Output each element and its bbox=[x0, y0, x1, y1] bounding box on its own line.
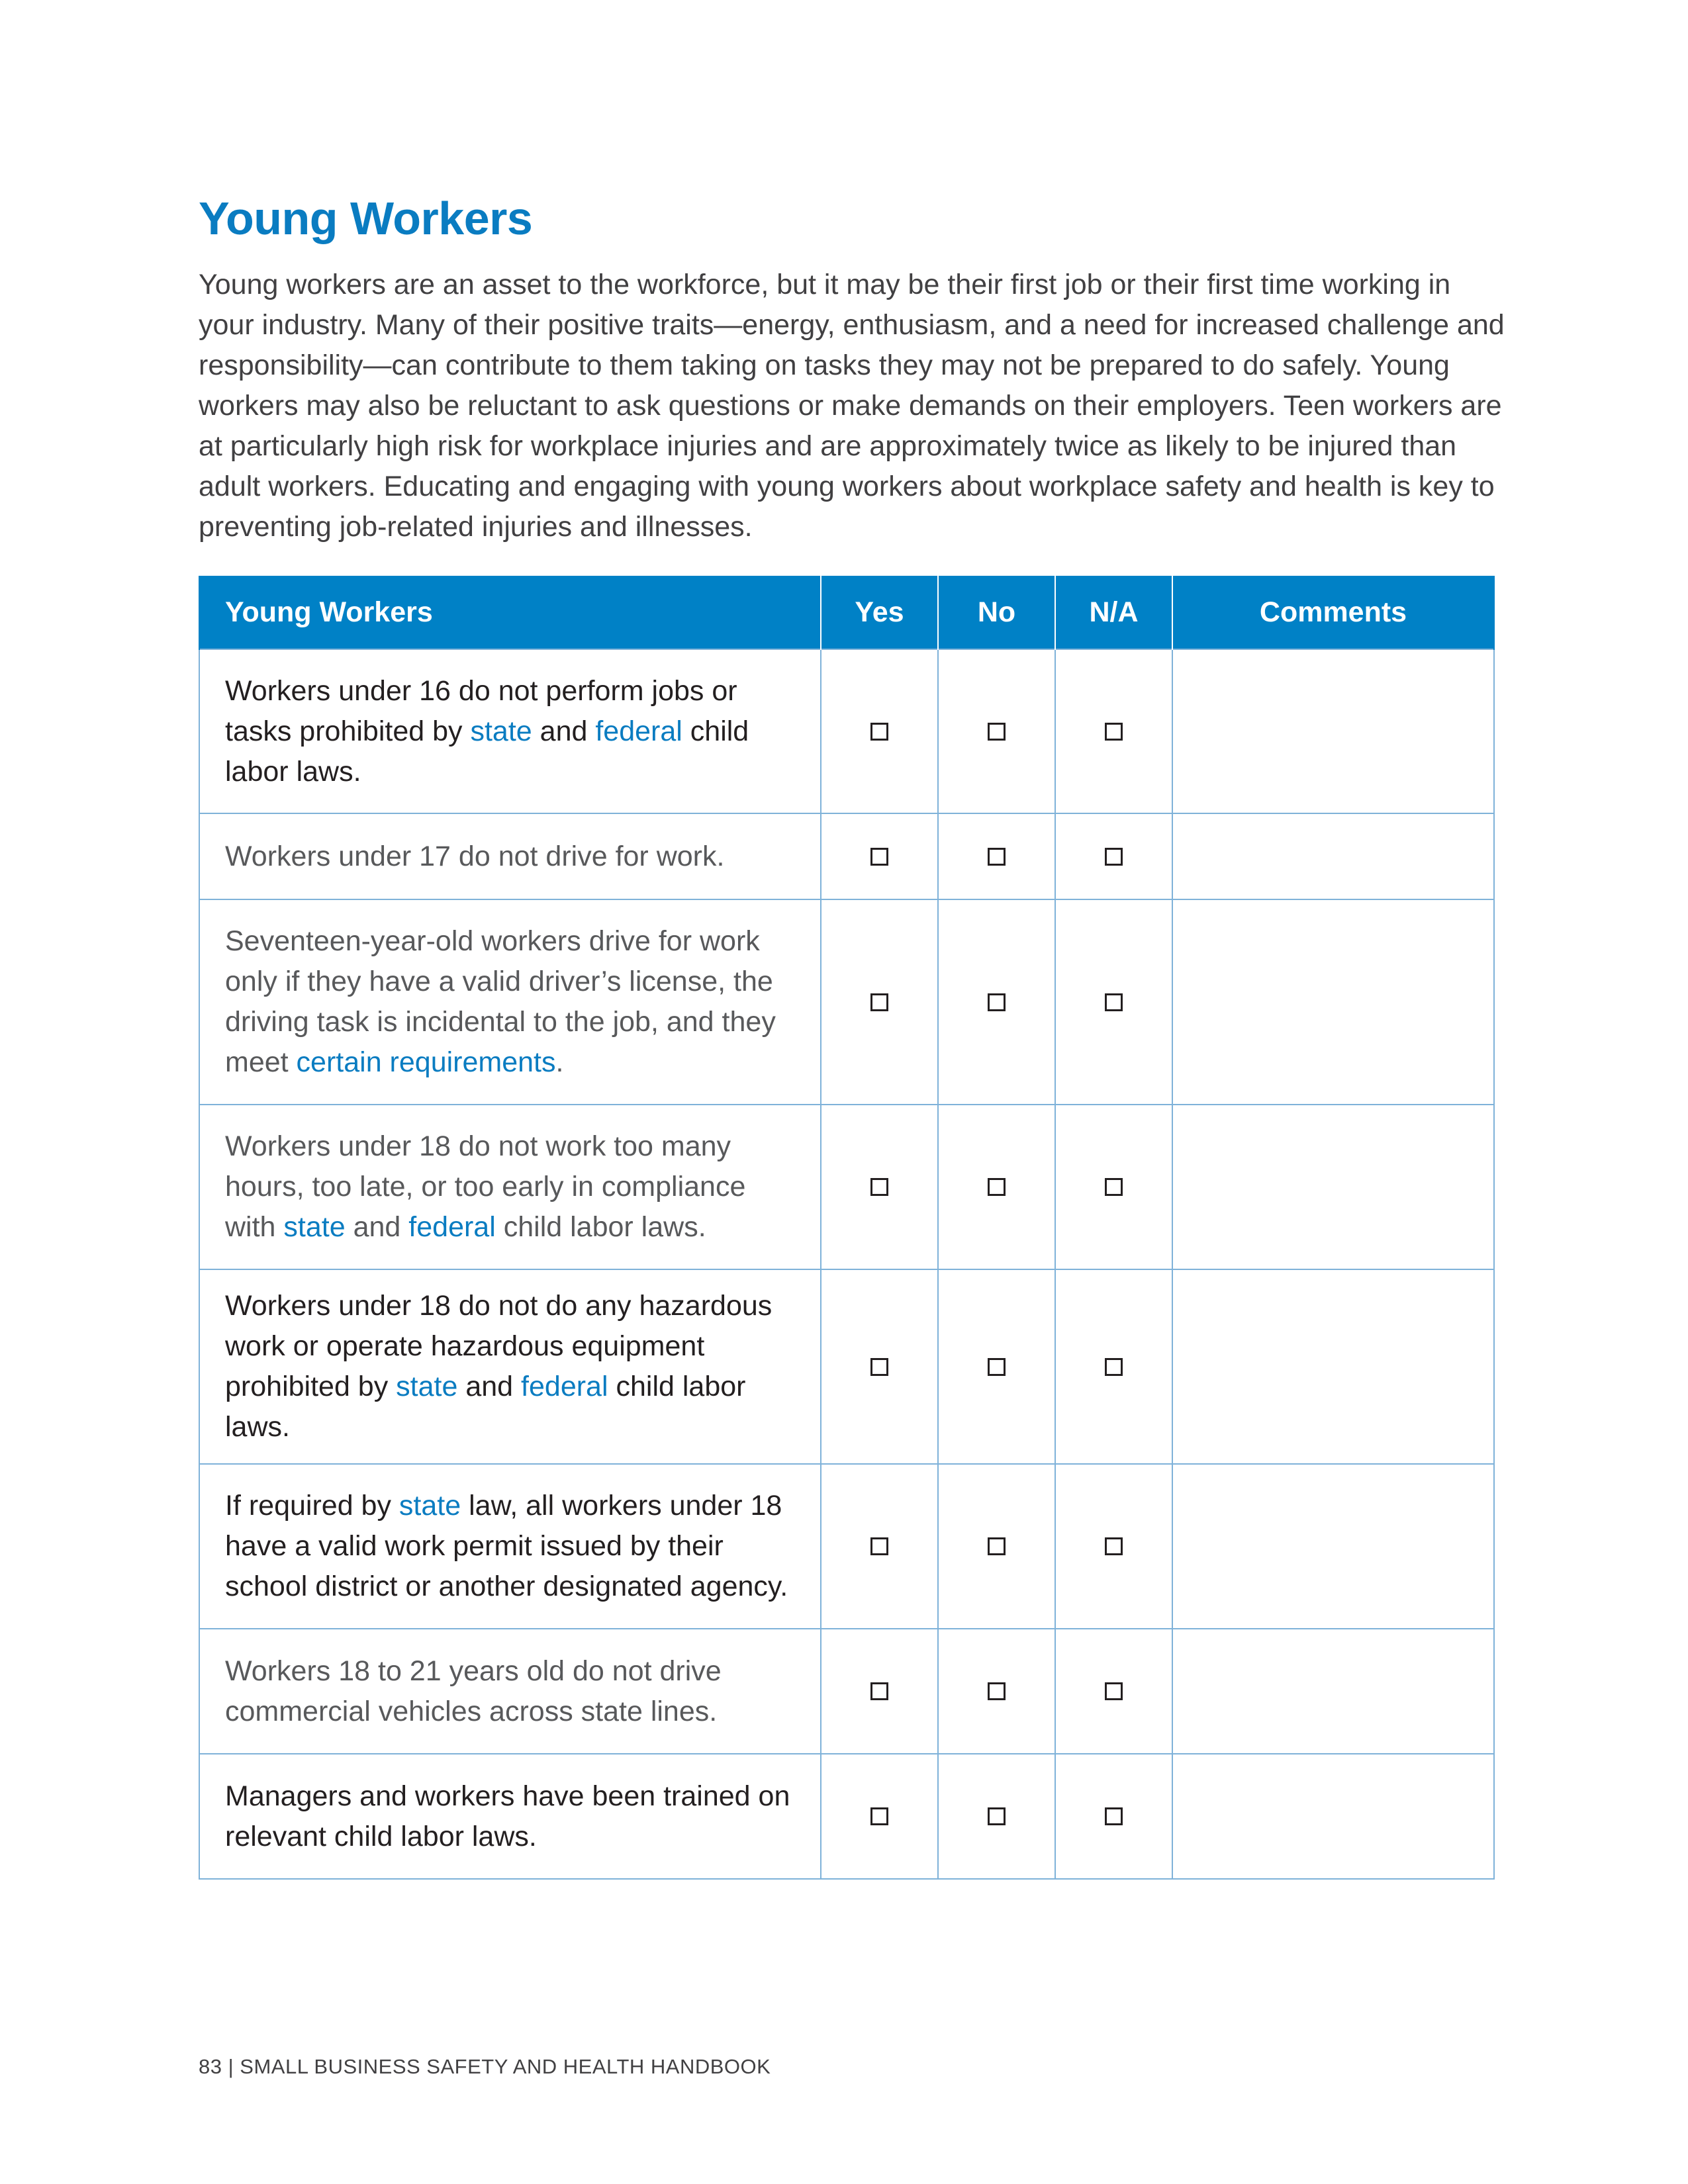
state-law-link[interactable]: state bbox=[399, 1490, 461, 1522]
no-cell bbox=[938, 649, 1055, 813]
no-cell bbox=[938, 899, 1055, 1105]
na-cell bbox=[1055, 1464, 1172, 1629]
yes-checkbox[interactable] bbox=[870, 1358, 888, 1376]
no-cell bbox=[938, 813, 1055, 899]
column-header-yes: Yes bbox=[821, 576, 938, 649]
state-law-link[interactable]: state bbox=[283, 1211, 346, 1243]
page-title: Young Workers bbox=[199, 193, 533, 244]
no-checkbox[interactable] bbox=[988, 848, 1006, 866]
checklist-item-text: Workers under 17 do not drive for work. bbox=[199, 813, 821, 899]
page-footer bbox=[199, 2055, 771, 2079]
na-checkbox[interactable] bbox=[1105, 723, 1123, 741]
na-cell bbox=[1055, 1269, 1172, 1464]
comments-cell[interactable] bbox=[1172, 1464, 1494, 1629]
no-checkbox[interactable] bbox=[988, 723, 1006, 741]
na-cell bbox=[1055, 649, 1172, 813]
na-checkbox[interactable] bbox=[1105, 1358, 1123, 1376]
book-title: SMALL BUSINESS SAFETY AND HEALTH HANDBOOK bbox=[240, 2055, 771, 2078]
na-checkbox[interactable] bbox=[1105, 1537, 1123, 1555]
no-checkbox[interactable] bbox=[988, 1537, 1006, 1555]
table-row bbox=[199, 1269, 1494, 1464]
checklist-item-text: If required by state law, all workers under 18 have a valid work permit issued by their school district or another designated agency. bbox=[199, 1464, 821, 1629]
no-cell bbox=[938, 1754, 1055, 1879]
young-workers-checklist bbox=[199, 576, 1495, 1880]
column-header-no: No bbox=[938, 576, 1055, 649]
state-law-link[interactable]: state bbox=[470, 715, 532, 747]
footer-separator: | bbox=[228, 2055, 234, 2078]
comments-cell[interactable] bbox=[1172, 1105, 1494, 1269]
yes-cell bbox=[821, 1269, 938, 1464]
no-checkbox[interactable] bbox=[988, 1178, 1006, 1196]
yes-cell bbox=[821, 1629, 938, 1754]
column-header-item: Young Workers bbox=[199, 576, 821, 649]
na-cell bbox=[1055, 899, 1172, 1105]
checklist-item-text: Seventeen-year-old workers drive for work only if they have a valid driver’s license, the driving task is incidental to the job, and they meet certain requirements. bbox=[199, 899, 821, 1105]
na-cell bbox=[1055, 1105, 1172, 1269]
comments-cell[interactable] bbox=[1172, 1629, 1494, 1754]
checklist-item-text: Workers under 16 do not perform jobs or tasks prohibited by state and federal child labor laws. bbox=[199, 649, 821, 813]
yes-checkbox[interactable] bbox=[870, 848, 888, 866]
checklist-item-text: Workers under 18 do not do any hazardous work or operate hazardous equipment prohibited by state and federal child labor laws. bbox=[199, 1269, 821, 1464]
comments-cell[interactable] bbox=[1172, 813, 1494, 899]
yes-checkbox[interactable] bbox=[870, 1178, 888, 1196]
federal-law-link[interactable]: federal bbox=[408, 1211, 496, 1243]
table-row bbox=[199, 813, 1494, 899]
na-cell bbox=[1055, 1754, 1172, 1879]
no-cell bbox=[938, 1105, 1055, 1269]
na-cell bbox=[1055, 1629, 1172, 1754]
na-checkbox[interactable] bbox=[1105, 993, 1123, 1011]
table-row bbox=[199, 1464, 1494, 1629]
yes-checkbox[interactable] bbox=[870, 1807, 888, 1825]
yes-cell bbox=[821, 813, 938, 899]
na-checkbox[interactable] bbox=[1105, 1807, 1123, 1825]
yes-cell bbox=[821, 1105, 938, 1269]
checklist-item-text: Workers under 18 do not work too many hours, too late, or too early in compliance with state and federal child labor laws. bbox=[199, 1105, 821, 1269]
yes-cell bbox=[821, 899, 938, 1105]
yes-checkbox[interactable] bbox=[870, 993, 888, 1011]
state-law-link[interactable]: state bbox=[396, 1371, 458, 1402]
no-cell bbox=[938, 1464, 1055, 1629]
intro-paragraph: Young workers are an asset to the workforce, but it may be their first job or their first time working in your industry. Many of their positive traits—energy, enthusiasm, and a need for increased challenge and responsibility—can contribute to them taking on tasks they may not be prepared to do safely. Young workers may also be reluctant to ask questions or make demands on their employers. Teen workers are at particularly high risk for workplace injuries and are approximately twice as likely to be injured than adult workers. Educating and engaging with young workers about workplace safety and health is key to preventing job-related injuries and illnesses. bbox=[199, 269, 1505, 543]
table-row bbox=[199, 1105, 1494, 1269]
comments-cell[interactable] bbox=[1172, 899, 1494, 1105]
certain-requirements-link[interactable]: certain requirements bbox=[296, 1046, 556, 1078]
column-header-na: N/A bbox=[1055, 576, 1172, 649]
federal-law-link[interactable]: federal bbox=[595, 715, 682, 747]
comments-cell[interactable] bbox=[1172, 1754, 1494, 1879]
no-checkbox[interactable] bbox=[988, 1682, 1006, 1700]
yes-checkbox[interactable] bbox=[870, 723, 888, 741]
na-checkbox[interactable] bbox=[1105, 1682, 1123, 1700]
yes-checkbox[interactable] bbox=[870, 1537, 888, 1555]
no-checkbox[interactable] bbox=[988, 1807, 1006, 1825]
yes-cell bbox=[821, 649, 938, 813]
no-checkbox[interactable] bbox=[988, 1358, 1006, 1376]
na-checkbox[interactable] bbox=[1105, 1178, 1123, 1196]
comments-cell[interactable] bbox=[1172, 649, 1494, 813]
yes-cell bbox=[821, 1754, 938, 1879]
na-checkbox[interactable] bbox=[1105, 848, 1123, 866]
yes-checkbox[interactable] bbox=[870, 1682, 888, 1700]
table-row bbox=[199, 899, 1494, 1105]
table-row bbox=[199, 1754, 1494, 1879]
no-cell bbox=[938, 1629, 1055, 1754]
table-row bbox=[199, 649, 1494, 813]
yes-cell bbox=[821, 1464, 938, 1629]
na-cell bbox=[1055, 813, 1172, 899]
no-checkbox[interactable] bbox=[988, 993, 1006, 1011]
federal-law-link[interactable]: federal bbox=[521, 1371, 608, 1402]
table-row bbox=[199, 1629, 1494, 1754]
checklist-item-text: Managers and workers have been trained on relevant child labor laws. bbox=[199, 1754, 821, 1879]
page-number: 83 bbox=[199, 2055, 222, 2078]
comments-cell[interactable] bbox=[1172, 1269, 1494, 1464]
checklist-item-text: Workers 18 to 21 years old do not drive commercial vehicles across state lines. bbox=[199, 1629, 821, 1754]
no-cell bbox=[938, 1269, 1055, 1464]
column-header-comments: Comments bbox=[1172, 576, 1494, 649]
checklist-header-row bbox=[199, 576, 1494, 649]
